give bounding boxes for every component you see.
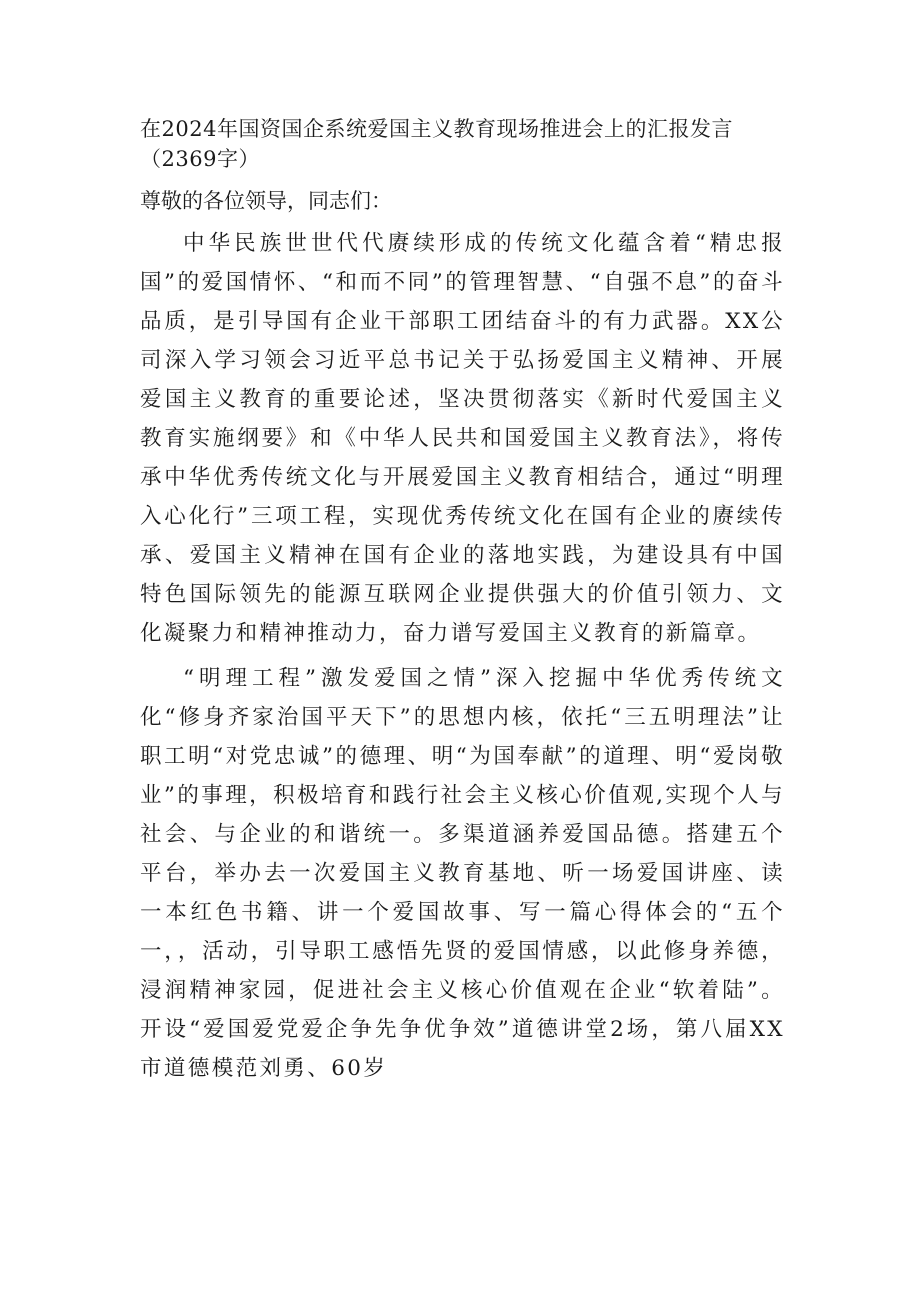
document-title: 在2024年国资国企系统爱国主义教育现场推进会上的汇报发言（2369字） — [140, 117, 733, 171]
body-paragraph-mingli: “明理工程”激发爱国之情”深入挖掘中华优秀传统文化“修身齐家治国平天下”的思想内核，依托“三五明理法”让职工明“对党忠诚”的德理、明“为国奉献”的道理、明“爱岗敬业”的事理，积极培育和践行社会主义核心价值观,实现个人与社会、与企业的和谐统一。多渠道涵养爱国品德。搭建五个平台，举办去一次爱国主义教育基地、听一场爱国讲座、读一本红色书籍、讲一个爱国故事、写一篇心得体会的“五个一，，活动，引导职工感悟先贤的爱国情感，以此修身养德，浸润精神家园，促进社会主义核心价值观在企业“软着陆”。开设“爱国爱党爱企争先争优争效”道德讲堂2场，第八届XX市道德模范刘勇、60岁 — [140, 666, 785, 1081]
document-page — [140, 114, 785, 1088]
salutation: 尊敬的各位领导，同志们： — [140, 189, 392, 213]
body-paragraph-intro: 中华民族世世代代赓续形成的传统文化蕴含着“精忠报国”的爱国情怀、“和而不同”的管理智慧、“自强不息”的奋斗品质，是引导国有企业干部职工团结奋斗的有力武器。XX公司深入学习领会习近平总书记关于弘扬爱国主义精神、开展爱国主义教育的重要论述，坚决贯彻落实《新时代爱国主义教育实施纲要》和《中华人民共和国爱国主义教育法》，将传承中华优秀传统文化与开展爱国主义教育相结合，通过“明理入心化行”三项工程，实现优秀传统文化在国有企业的赓续传承、爱国主义精神在国有企业的落地实践，为建设具有中国特色国际领先的能源互联网企业提供强大的价值引领力、文化凝聚力和精神推动力，奋力谱写爱国主义教育的新篇章。 — [140, 231, 786, 646]
